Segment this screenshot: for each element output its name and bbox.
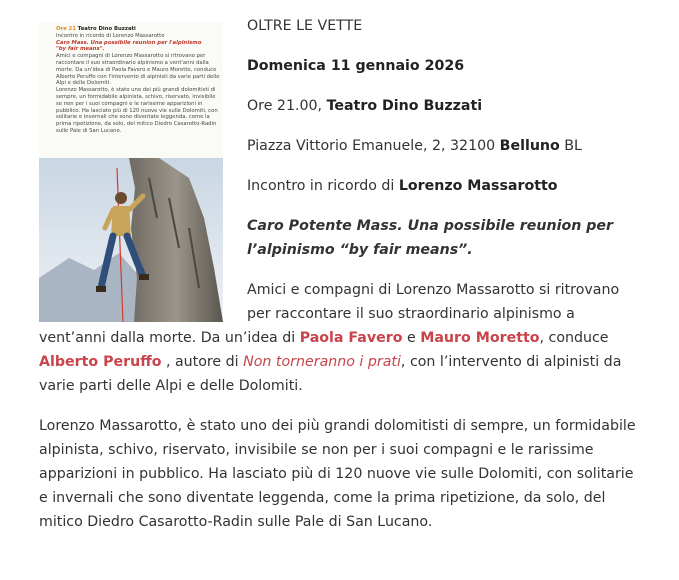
event-subtitle: Caro Potente Mass. Una possibile reunion per l’alpinismo “by fair means”. <box>247 218 614 258</box>
venue-name: Teatro Dino Buzzati <box>326 98 483 114</box>
person-link-alberto-peruffo[interactable]: Alberto Peruffo <box>39 354 162 370</box>
event-description: Amici e compagni di Lorenzo Massarotto si ritrovano per raccontare il suo straordinario alpinismo a vent’anni dalla morte. Da un’idea di Paola Favero e Mauro Moretto, conduce Alberto Peruffo , autore di Non torneranno i prati, con l’intervento di alpinisti da varie parti delle Alpi e delle Dolomiti. <box>39 282 622 394</box>
flyer-heading <box>56 26 220 33</box>
event-time-venue: Ore 21.00, Teatro Dino Buzzati <box>247 98 483 114</box>
flyer-line3: "by fair means". <box>56 46 105 53</box>
event-date: Domenica 11 gennaio 2026 <box>247 58 465 74</box>
climber-photo <box>39 158 223 322</box>
person-link-paola-favero[interactable]: Paola Favero <box>299 330 403 346</box>
city-name: Belluno <box>499 138 560 154</box>
flyer-para2: Lorenzo Massarotto, è stato uno dei più grandi dolomitisti di sempre, un formidabile alpinista, schivo, riservato, invisibile se non per i suoi compagni e le rarissime apparizioni in pubblico. Ha lasciato più di 120 nuove vie sulle Dolomiti, con solitarie e invernali che sono diventate leggenda, come la prima ripetizione, da solo, del mitico Diedro Casarotto-Radin sulle Pale di San Lucano. <box>56 87 218 134</box>
event-flyer-image <box>39 22 223 322</box>
event-address: Piazza Vittorio Emanuele, 2, 32100 Belluno BL <box>247 138 582 154</box>
flyer-time: Ore 21 <box>56 26 76 32</box>
honoree-name: Lorenzo Massarotto <box>398 178 558 194</box>
flyer-text <box>39 22 223 135</box>
flyer-line1: Incontro in ricordo di Lorenzo Massarotto <box>56 32 165 39</box>
event-series-title: OLTRE LE VETTE <box>247 18 363 34</box>
flyer-line2: Caro Mass. Una possibile reunion per l'alpinismo <box>56 39 202 46</box>
person-link-mauro-moretto[interactable]: Mauro Moretto <box>420 330 540 346</box>
massarotto-bio: Lorenzo Massarotto, è stato uno dei più grandi dolomitisti di sempre, un formidabile alpinista, schivo, riservato, invisibile se non per i suoi compagni e le rarissime apparizioni in pubblico. Ha lasciato più di 120 nuove vie sulle Dolomiti, con solitarie e invernali che sono diventate leggenda, come la prima ripetizione, da solo, del mitico Diedro Casarotto-Radin sulle Pale di San Lucano. <box>39 418 636 530</box>
flyer-place: Teatro Dino Buzzati <box>77 26 136 32</box>
climber-illustration <box>39 158 223 322</box>
flyer-para1: Amici e compagni di Lorenzo Massarotto si ritrovano per raccontare il suo straordinario alpinismo a vent'anni dalla morte. Da un'idea di Paola Favero e Mauro Moretto, conduce Alberto Peruffo con l'intervento di alpinisti da varie parti delle Alpi e delle Dolomiti. <box>56 53 220 87</box>
event-memorial: Incontro in ricordo di Lorenzo Massarotto <box>247 178 558 194</box>
event-article <box>39 14 643 550</box>
book-link[interactable]: Non torneranno i prati <box>243 354 401 370</box>
